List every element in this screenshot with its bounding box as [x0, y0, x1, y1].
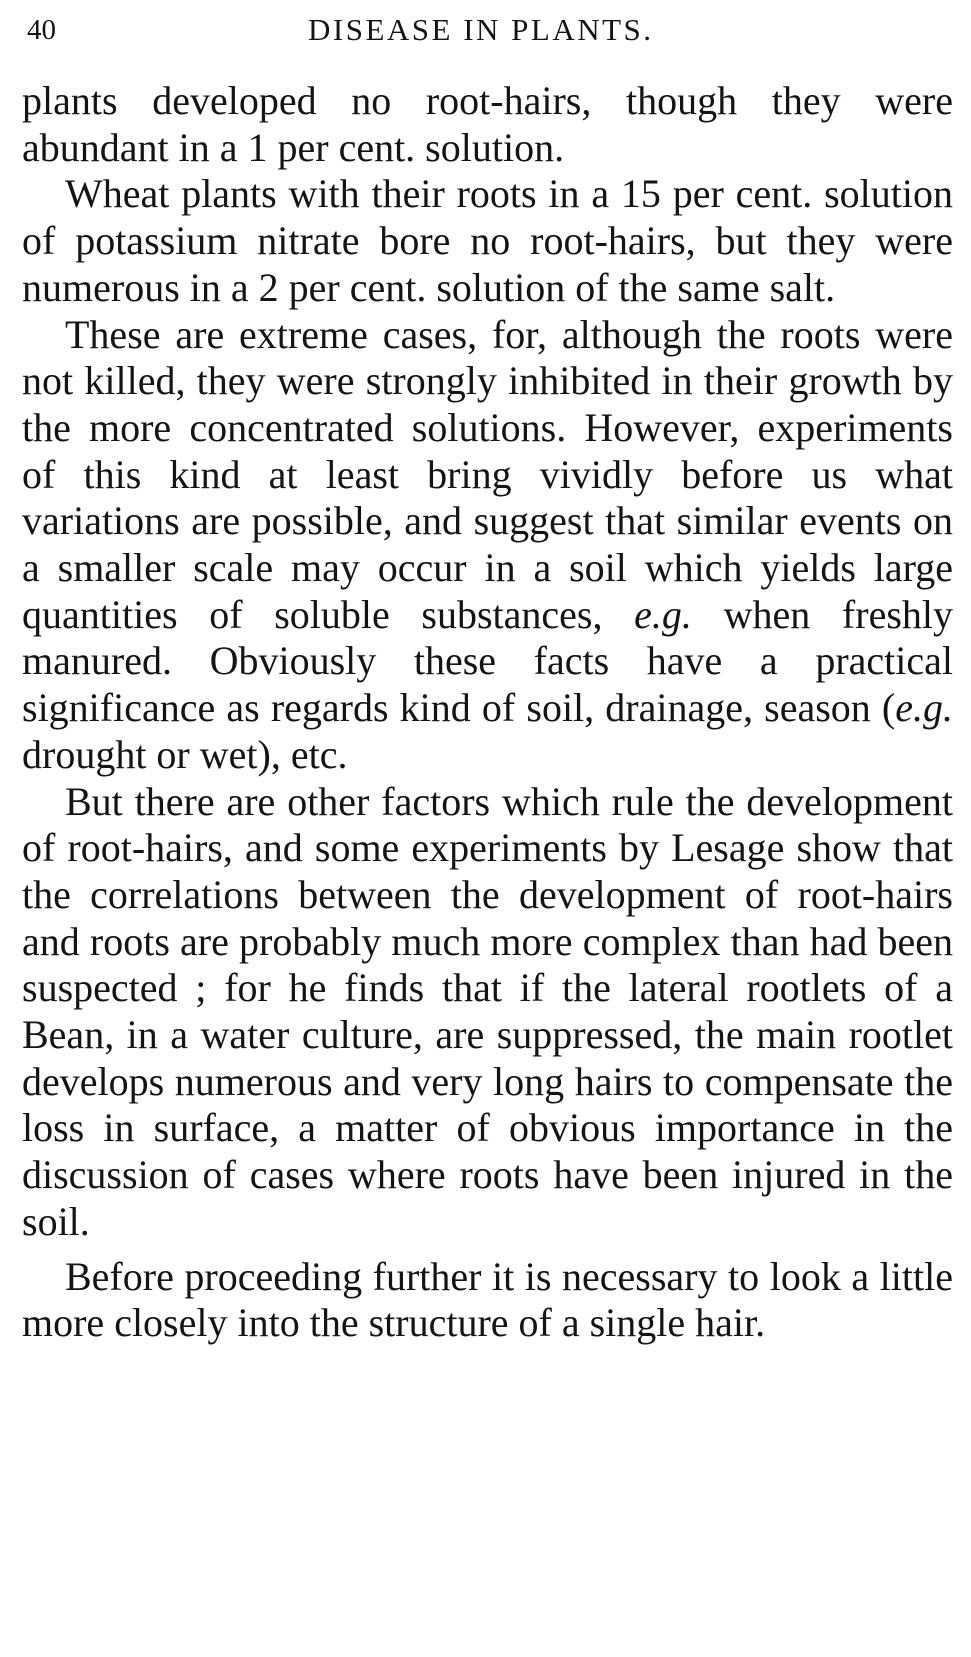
- italic-abbreviation: e.g.: [634, 591, 692, 637]
- paragraph-text-segment: drought or wet), etc.: [22, 731, 348, 777]
- paragraph-text-segment: These are extreme cases, for, although the roots were not killed, they were strongly inhibited in their growth by the more concentrated solutions. However, experiments of this kind at least bring vividly before us what variations are possible, and suggest that similar events on a smaller scale may occur in a soil which yields large quantities of soluble substances,: [22, 311, 953, 637]
- running-head: [0, 10, 971, 50]
- paragraph-continued: plants developed no root-hairs, though they were abundant in a 1 per cent. solution.: [22, 78, 953, 170]
- paragraph-other-factors: But there are other factors which rule the development of root-hairs, and some experiments by Lesage show that the correlations between the development of root-hairs and roots are probably much more complex than had been suspected ; for he finds that if the lateral rootlets of a Bean, in a water culture, are suppressed, the main rootlet develops numerous and very long hairs to compensate the loss in surface, a matter of obvious importance in the discussion of cases where roots have been injured in the soil.: [22, 778, 953, 1244]
- paragraph-before-proceeding: Before proceeding further it is necessary to look a little more closely into the structure of a single hair.: [22, 1253, 953, 1346]
- paragraph-wheat-plants: Wheat plants with their roots in a 15 per cent. solution of potassium nitrate bore no root-hairs, but they were numerous in a 2 per cent. solution of the same salt.: [22, 171, 953, 310]
- paragraph-text-segment: when freshly manured. Obviously these facts have a practical significance as regards kind of soil, drainage, season (: [22, 591, 954, 731]
- body-text: [22, 78, 953, 1347]
- page-number: 40: [27, 14, 56, 46]
- italic-abbreviation: e.g.: [895, 685, 953, 731]
- paragraph-extreme-cases: [22, 312, 953, 779]
- running-title: DISEASE IN PLANTS.: [308, 12, 654, 47]
